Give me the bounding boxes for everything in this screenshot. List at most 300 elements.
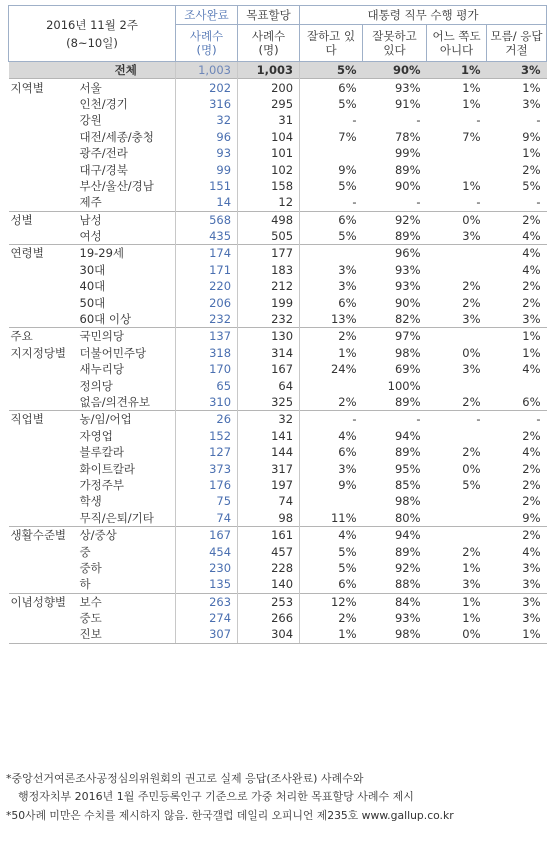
neither-pct-cell: 3%: [462, 312, 481, 327]
dont-know-pct-cell: 2%: [522, 162, 541, 177]
neither-pct-cell: 0%: [427, 211, 487, 228]
dont-know-pct-cell: 2%: [487, 526, 547, 543]
bad-pct-cell: 90%: [394, 295, 421, 310]
row-group-label: [9, 626, 76, 643]
neither-pct-cell: [427, 145, 487, 161]
bad-pct-cell: 95%: [394, 461, 421, 476]
row-group-label: [9, 129, 76, 145]
row-group-label: [9, 576, 76, 593]
bad-pct-cell: -: [363, 411, 427, 428]
dont-know-pct-cell: 4%: [487, 245, 547, 262]
table-row: [9, 145, 547, 161]
target-count-cell: 12: [238, 194, 300, 211]
good-pct-cell: 3%: [338, 262, 357, 277]
dont-know-pct-cell: 2%: [522, 295, 541, 310]
good-pct-cell: 5%: [338, 560, 357, 575]
bad-pct-cell: 93%: [394, 611, 421, 626]
neither-pct-cell: [427, 428, 487, 444]
table-row: [9, 411, 547, 428]
survey-count-cell: 307: [176, 626, 238, 643]
neither-pct-cell: [427, 377, 487, 393]
bad-pct-cell: 78%: [394, 129, 421, 144]
row-label: 정의당: [76, 377, 176, 393]
target-count-cell: 295: [238, 96, 300, 112]
bad-pct-cell: 89%: [394, 162, 421, 177]
bad-pct-cell: 100%: [387, 378, 421, 393]
good-pct-cell: [300, 145, 363, 161]
neither-pct-cell: [427, 328, 487, 345]
survey-count-cell: 170: [176, 361, 238, 377]
table-row: [9, 526, 547, 543]
target-count-cell: 144: [238, 444, 300, 460]
table-row: [9, 262, 547, 278]
row-label: 농/임/어업: [76, 411, 176, 428]
bad-pct-cell: 94%: [394, 428, 421, 443]
neither-pct-cell: 1%: [427, 79, 487, 96]
good-pct-cell: 13%: [330, 312, 357, 327]
neither-pct-cell: 2%: [462, 295, 481, 310]
bad-pct-cell: 85%: [394, 477, 421, 492]
target-count-header: 사례수 (명): [238, 25, 300, 62]
neither-pct-cell: 0%: [427, 626, 487, 643]
good-pct-cell: 2%: [338, 395, 357, 409]
table-row: [9, 345, 547, 361]
target-count-cell: 102: [238, 161, 300, 177]
row-group-label: [9, 278, 76, 294]
dont-know-pct-cell: 2%: [522, 461, 541, 476]
survey-count-cell: 202: [176, 79, 238, 96]
good-pct-cell: 1%: [338, 345, 357, 360]
row-label: 대구/경북: [76, 161, 176, 177]
dont-know-pct-cell: 4%: [522, 362, 541, 377]
dont-know-pct-cell: 1%: [522, 146, 541, 161]
bad-pct-cell: 80%: [394, 510, 421, 525]
target-count-cell: 314: [238, 345, 300, 361]
row-label: 40대: [76, 278, 176, 294]
dont-know-pct-cell: -: [536, 195, 541, 210]
survey-count-cell: 435: [176, 228, 238, 245]
row-label: 더불어민주당: [76, 345, 176, 361]
table-row: [9, 311, 547, 328]
dont-know-pct-cell: 1%: [487, 626, 547, 643]
row-group-label: [9, 444, 76, 460]
neither-pct-cell: -: [427, 411, 487, 428]
table-row: [9, 294, 547, 310]
dont-know-pct-cell: 9%: [522, 510, 541, 525]
target-count-cell: 200: [238, 79, 300, 96]
target-count-cell: 74: [238, 493, 300, 509]
survey-count-header-top: 조사완료: [176, 6, 238, 25]
survey-count-cell: 75: [176, 493, 238, 509]
survey-count-cell: 74: [176, 510, 238, 527]
bad-pct-cell: 88%: [394, 577, 421, 592]
bad-pct-cell: 98%: [363, 626, 427, 643]
table-row: [9, 444, 547, 460]
row-label: 중: [76, 543, 176, 559]
neither-pct-cell: 3%: [462, 362, 481, 377]
row-label: 블루칼라: [76, 444, 176, 460]
target-count-cell: 232: [238, 311, 300, 328]
row-label: 남성: [76, 211, 176, 228]
row-group-label: [9, 394, 76, 411]
good-pct-cell: 12%: [300, 593, 363, 610]
row-label: 강원: [76, 112, 176, 128]
neither-pct-cell: 2%: [462, 279, 481, 294]
survey-count-cell: 137: [176, 328, 238, 345]
target-count-cell: 498: [238, 211, 300, 228]
eval-col-bad: 잘못하고 있다: [363, 25, 427, 62]
row-group-label: [9, 228, 76, 245]
survey-count-cell: 32: [176, 112, 238, 128]
row-group-label: 지역별: [9, 79, 76, 96]
neither-pct-cell: [427, 493, 487, 509]
survey-count-cell: 1,003: [176, 62, 238, 79]
table-row: [9, 211, 547, 228]
neither-pct-cell: 1%: [427, 62, 487, 79]
dont-know-pct-cell: -: [536, 113, 541, 128]
row-label: 보수: [76, 593, 176, 610]
row-group-label: [9, 610, 76, 626]
bad-pct-cell: 82%: [394, 312, 421, 327]
row-group-label: 이념성향별: [9, 593, 76, 610]
good-pct-cell: 24%: [330, 362, 357, 377]
survey-count-cell: 167: [176, 526, 238, 543]
good-pct-cell: [300, 377, 363, 393]
total-row: [9, 62, 547, 79]
table-row: [9, 194, 547, 211]
table-row: [9, 377, 547, 393]
survey-count-cell: 316: [176, 96, 238, 112]
good-pct-cell: 5%: [338, 229, 357, 244]
row-group-label: [9, 377, 76, 393]
row-label: 무직/은퇴/기타: [76, 510, 176, 527]
survey-count-cell: 230: [176, 560, 238, 576]
table-header: [9, 6, 547, 62]
row-group-label: 지지정당별: [10, 345, 67, 360]
neither-pct-cell: -: [476, 113, 481, 128]
target-count-cell: 130: [238, 328, 300, 345]
target-count-cell: 161: [238, 526, 300, 543]
row-group-label: [9, 96, 76, 112]
row-label: 제주: [76, 194, 176, 211]
table-row: [9, 112, 547, 128]
row-label: 자영업: [76, 428, 176, 444]
good-pct-cell: [300, 493, 363, 509]
row-label: 중하: [76, 560, 176, 576]
survey-count-cell: 93: [176, 145, 238, 161]
row-label: 대전/세종/충청: [76, 129, 176, 145]
good-pct-cell: 7%: [338, 129, 357, 144]
dont-know-pct-cell: 2%: [522, 477, 541, 492]
survey-count-cell: 373: [176, 460, 238, 476]
survey-count-cell: 206: [176, 294, 238, 310]
neither-pct-cell: 3%: [462, 229, 481, 244]
good-pct-cell: 2%: [338, 611, 357, 626]
target-count-cell: 197: [238, 477, 300, 493]
bad-pct-cell: 93%: [394, 262, 421, 277]
target-count-cell: 31: [238, 112, 300, 128]
row-label: 19-29세: [76, 245, 176, 262]
survey-count-cell: 568: [176, 211, 238, 228]
target-count-cell: 228: [238, 560, 300, 576]
target-count-cell: 183: [238, 262, 300, 278]
good-pct-cell: [300, 245, 363, 262]
footnote-source: *50사례 미만은 수치를 제시하지 않음. 한국갤럽 데일리 오피니언 제235호 www.gallup.co.kr: [6, 809, 454, 822]
good-pct-cell: 5%: [338, 544, 357, 559]
neither-pct-cell: 5%: [462, 477, 481, 492]
good-pct-cell: 1%: [300, 626, 363, 643]
survey-count-cell: 65: [176, 377, 238, 393]
dont-know-pct-cell: 4%: [522, 544, 541, 559]
dont-know-pct-cell: 1%: [522, 345, 541, 360]
good-pct-cell: 6%: [338, 295, 357, 310]
good-pct-cell: 5%: [300, 62, 363, 79]
table-row: [9, 460, 547, 476]
bad-pct-cell: 98%: [394, 494, 421, 509]
target-count-cell: 457: [238, 543, 300, 559]
bad-pct-cell: 93%: [394, 279, 421, 294]
dont-know-pct-cell: 3%: [522, 611, 541, 626]
survey-count-cell: 232: [176, 311, 238, 328]
bad-pct-cell: 94%: [363, 526, 427, 543]
period-line1: 2016년 11월 2주: [46, 17, 138, 32]
target-count-cell: 158: [238, 178, 300, 194]
survey-count-cell: 96: [176, 129, 238, 145]
dont-know-pct-cell: 2%: [522, 279, 541, 294]
target-count-cell: 1,003: [238, 62, 300, 79]
target-count-cell: 505: [238, 228, 300, 245]
neither-pct-cell: [427, 510, 487, 527]
table-row: [9, 493, 547, 509]
row-label: 중도: [76, 610, 176, 626]
table-row: [9, 477, 547, 493]
bad-pct-cell: 99%: [394, 146, 421, 161]
survey-count-cell: 152: [176, 428, 238, 444]
target-count-cell: 167: [238, 361, 300, 377]
dont-know-pct-cell: 3%: [487, 62, 547, 79]
good-pct-cell: 5%: [338, 178, 357, 193]
table-row: [9, 610, 547, 626]
bad-pct-cell: 84%: [363, 593, 427, 610]
dont-know-pct-cell: [487, 377, 547, 393]
bad-pct-cell: 90%: [394, 178, 421, 193]
survey-count-cell: 220: [176, 278, 238, 294]
target-count-cell: 101: [238, 145, 300, 161]
eval-col-neither: 어느 쪽도 아니다: [427, 25, 487, 62]
dont-know-pct-cell: 2%: [522, 428, 541, 443]
good-pct-cell: 2%: [300, 328, 363, 345]
bad-pct-cell: 96%: [363, 245, 427, 262]
target-count-cell: 98: [238, 510, 300, 527]
evaluation-group-header: 대통령 직무 수행 평가: [300, 6, 547, 25]
survey-count-cell: 263: [176, 593, 238, 610]
row-group-label: 직업별: [9, 411, 76, 428]
neither-pct-cell: [427, 161, 487, 177]
neither-pct-cell: 0%: [462, 345, 481, 360]
neither-pct-cell: [427, 245, 487, 262]
neither-pct-cell: -: [476, 195, 481, 210]
row-label: 화이트칼라: [76, 460, 176, 476]
dont-know-pct-cell: 3%: [487, 593, 547, 610]
table-row: [9, 161, 547, 177]
target-count-header-top: 목표할당: [238, 6, 300, 25]
neither-pct-cell: 7%: [462, 129, 481, 144]
table-row: [9, 593, 547, 610]
row-group-label: 연령별: [9, 245, 76, 262]
row-group-label: [9, 145, 76, 161]
survey-count-cell: 26: [176, 411, 238, 428]
survey-count-cell: 151: [176, 178, 238, 194]
target-count-cell: 253: [238, 593, 300, 610]
dont-know-pct-cell: 2%: [522, 494, 541, 509]
row-label: 학생: [76, 493, 176, 509]
table-row: [9, 328, 547, 345]
good-pct-cell: 6%: [338, 445, 357, 460]
survey-count-cell: 127: [176, 444, 238, 460]
table-row: [9, 178, 547, 194]
table-row: [9, 428, 547, 444]
row-label: 가정주부: [76, 477, 176, 493]
dont-know-pct-cell: 3%: [522, 560, 541, 575]
row-label: 부산/울산/경남: [76, 178, 176, 194]
row-label: 진보: [76, 626, 176, 643]
good-pct-cell: 9%: [338, 162, 357, 177]
good-pct-cell: -: [352, 113, 357, 128]
neither-pct-cell: 1%: [462, 560, 481, 575]
period-header: [9, 6, 176, 62]
good-pct-cell: 11%: [330, 510, 357, 525]
survey-count-cell: 174: [176, 245, 238, 262]
target-count-cell: 317: [238, 460, 300, 476]
neither-pct-cell: 3%: [462, 577, 481, 592]
table-row: [9, 361, 547, 377]
survey-count-cell: 14: [176, 194, 238, 211]
target-count-cell: 199: [238, 294, 300, 310]
row-group-label: [9, 543, 76, 559]
target-count-cell: 212: [238, 278, 300, 294]
row-label: 30대: [76, 262, 176, 278]
row-group-label: [9, 112, 76, 128]
good-pct-cell: 5%: [338, 96, 357, 111]
row-label: 60대 이상: [76, 311, 176, 328]
table-row: [9, 626, 547, 643]
target-count-cell: 266: [238, 610, 300, 626]
neither-pct-cell: 1%: [427, 593, 487, 610]
good-pct-cell: -: [352, 195, 357, 210]
poll-table-document: [0, 5, 554, 822]
bad-pct-cell: -: [416, 195, 421, 210]
table-row: [9, 96, 547, 112]
target-count-cell: 304: [238, 626, 300, 643]
table-row: [9, 79, 547, 96]
good-pct-cell: 6%: [338, 577, 357, 592]
table-row: [9, 510, 547, 527]
neither-pct-cell: [427, 262, 487, 278]
dont-know-pct-cell: -: [487, 411, 547, 428]
good-pct-cell: 4%: [300, 526, 363, 543]
neither-pct-cell: 2%: [462, 395, 481, 409]
dont-know-pct-cell: 5%: [522, 178, 541, 193]
table-row: [9, 129, 547, 145]
target-count-cell: 140: [238, 576, 300, 593]
bad-pct-cell: 90%: [363, 62, 427, 79]
good-pct-cell: 3%: [338, 461, 357, 476]
target-count-cell: 104: [238, 129, 300, 145]
footnote-weighting: *중앙선거여론조사공정심의위원회의 권고로 실제 응답(조사완료) 사례수와: [6, 772, 364, 785]
survey-count-cell: 171: [176, 262, 238, 278]
row-group-label: [9, 262, 76, 278]
row-label: 50대: [76, 294, 176, 310]
eval-col-dont-know: 모름/ 응답거절: [487, 25, 547, 62]
dont-know-pct-cell: 6%: [522, 395, 541, 409]
good-pct-cell: 9%: [338, 477, 357, 492]
row-group-label: [9, 477, 76, 493]
poll-results-table: [8, 5, 547, 644]
table-row: [9, 228, 547, 245]
table-row: [9, 576, 547, 593]
survey-count-cell: 176: [176, 477, 238, 493]
dont-know-pct-cell: 9%: [522, 129, 541, 144]
dont-know-pct-cell: 1%: [487, 79, 547, 96]
survey-count-cell: 135: [176, 576, 238, 593]
bad-pct-cell: 89%: [394, 229, 421, 244]
target-count-cell: 325: [238, 394, 300, 411]
bad-pct-cell: 89%: [394, 445, 421, 460]
neither-pct-cell: 1%: [462, 178, 481, 193]
neither-pct-cell: 2%: [462, 544, 481, 559]
row-label: 여성: [76, 228, 176, 245]
neither-pct-cell: 1%: [462, 611, 481, 626]
table-row: [9, 543, 547, 559]
period-line2: (8~10일): [66, 35, 118, 50]
survey-count-cell: 318: [176, 345, 238, 361]
bad-pct-cell: -: [416, 113, 421, 128]
dont-know-pct-cell: 1%: [487, 328, 547, 345]
dont-know-pct-cell: 2%: [487, 211, 547, 228]
survey-count-cell: 310: [176, 394, 238, 411]
row-label: 상/중상: [76, 526, 176, 543]
row-group-label: 주요: [9, 328, 76, 345]
dont-know-pct-cell: 3%: [522, 312, 541, 327]
row-group-label: [9, 510, 76, 527]
good-pct-cell: 6%: [300, 211, 363, 228]
good-pct-cell: -: [300, 411, 363, 428]
eval-col-good: 잘하고 있다: [300, 25, 363, 62]
table-row: [9, 245, 547, 262]
row-group-label: [9, 178, 76, 194]
neither-pct-cell: 0%: [462, 461, 481, 476]
dont-know-pct-cell: 4%: [522, 229, 541, 244]
bad-pct-cell: 89%: [394, 395, 421, 409]
target-count-cell: 177: [238, 245, 300, 262]
row-label: 새누리당: [76, 361, 176, 377]
row-group-label: [9, 460, 76, 476]
row-group-label: [9, 311, 76, 328]
good-pct-cell: 6%: [300, 79, 363, 96]
row-label: 국민의당: [76, 328, 176, 345]
row-label: 하: [76, 576, 176, 593]
dont-know-pct-cell: 3%: [522, 96, 541, 111]
row-group-label: [9, 428, 76, 444]
row-label: 서울: [76, 79, 176, 96]
row-group-label: [9, 361, 76, 377]
table-row: [9, 560, 547, 576]
row-group-label: 생활수준별: [9, 526, 76, 543]
table-body: [9, 62, 547, 644]
bad-pct-cell: 89%: [394, 544, 421, 559]
footnote-weighting-cont: 행정자치부 2016년 1월 주민등록인구 기준으로 가중 처리한 목표할당 사례수 제시: [18, 790, 414, 803]
bad-pct-cell: 98%: [394, 345, 421, 360]
